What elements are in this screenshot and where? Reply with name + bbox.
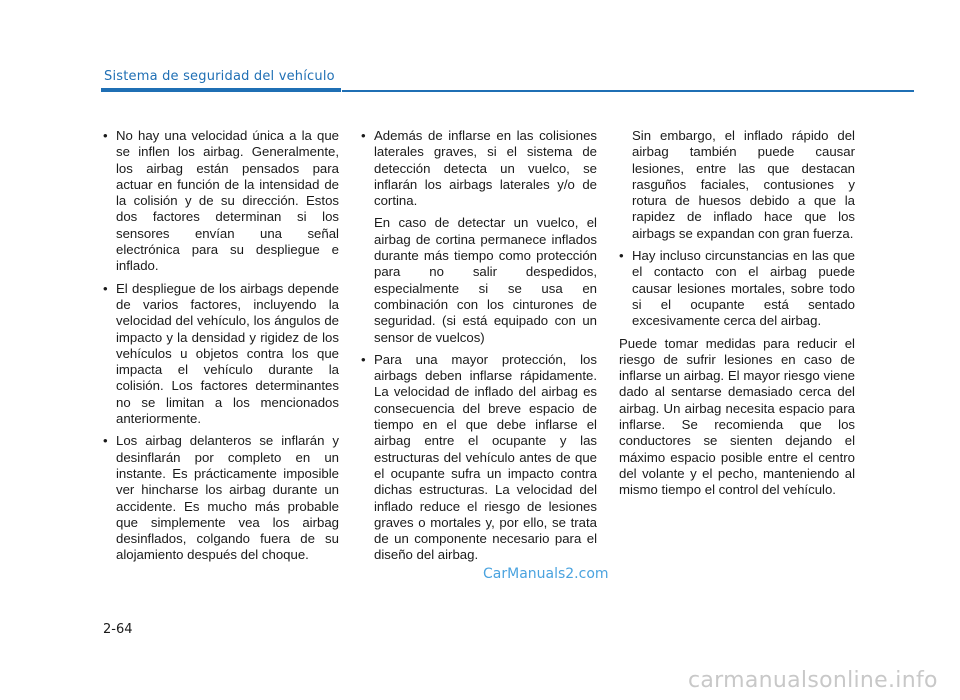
bullet-list: [619, 248, 855, 329]
list-item: • Los airbag delanteros se inflarán y desinflarán por completo en un instante. Es prácticamente imposible ver hincharse los airbag durante un accidente. Es mucho más probable que simplemente vea los airbag desinflados, colgando fuera de su alojamiento después del choque.: [103, 433, 339, 563]
bullet-list: [361, 352, 597, 564]
list-item: [361, 128, 597, 209]
header-rule-thin: [342, 90, 914, 92]
header-rule-thick: [101, 88, 341, 92]
bullet-list: [103, 128, 339, 564]
section-title: Sistema de seguridad del vehículo: [104, 69, 335, 84]
list-item: • Para una mayor protección, los airbags deben inflarse rápidamente. La velocidad de inflado del airbag es consecuencia del breve espacio de tiempo en el que debe inflarse el airbag entre el ocupante y las estructuras del vehículo antes de que el ocupante sufra un impacto contra dichas estructuras. La velocidad del inflado reduce el riesgo de lesiones graves o mortales y, por ello, se trata de un componente necesario para el diseño del airbag.: [361, 352, 597, 564]
list-item: • No hay una velocidad única a la que se inflen los airbag. Generalmente, los airbag están pensados para actuar en función de la intensidad de la colisión y de su dirección. Estos dos factores determinan si los sensores envían una señal electrónica para su despliegue e inflado.: [103, 128, 339, 275]
watermark: CarManuals2.com: [483, 566, 609, 582]
list-item: • El despliegue de los airbags depende de varios factores, incluyendo la velocidad del vehículo, los ángulos de impacto y la densidad y rigidez de los vehículos u objetos contra los que impacta el vehículo durante la colisión. Los factores determinantes no se limitan a los mencionados anteriormente.: [103, 281, 339, 428]
continued-text: Sin embargo, el inflado rápido del airbag también puede causar lesiones, entre las que destacan rasguños faciales, contusiones y rotura de huesos debido a que la rapidez de inflado hace que los airbags se expandan con gran fuerza.: [632, 128, 855, 241]
column-3: [619, 128, 855, 505]
bullet-list: [361, 128, 597, 209]
footer-watermark: carmanualsonline.info: [688, 668, 938, 693]
paragraph: Puede tomar medidas para reducir el riesgo de sufrir lesiones en caso de inflarse un airbag. El mayor riesgo viene dado al sentarse demasiado cerca del airbag. Un airbag necesita espacio para inflarse. Se recomienda que los conductores se sienten dejando el máximo espacio posible entre el centro del volante y el pecho, manteniendo al mismo tiempo el control del vehículo.: [619, 335, 855, 498]
page-number: 2-64: [103, 622, 133, 637]
bullet-text: Además de inflarse en las colisiones laterales graves, si el sistema de detección detecta un vuelco, se inflarán los airbags laterales y/o de cortina.: [374, 128, 597, 209]
bullet-continuation: En caso de detectar un vuelco, el airbag de cortina permanece inflados durante más tiempo como protección para no salir despedidos, especialmente si se usa en combinación con los cinturones de seguridad. (si está equipado con un sensor de vuelcos): [374, 215, 597, 345]
column-2: [361, 128, 597, 570]
column-1: [103, 128, 339, 570]
list-item: • Hay incluso circunstancias en las que el contacto con el airbag puede causar lesiones mortales, sobre todo si el ocupante está sentado excesivamente cerca del airbag.: [619, 248, 855, 329]
